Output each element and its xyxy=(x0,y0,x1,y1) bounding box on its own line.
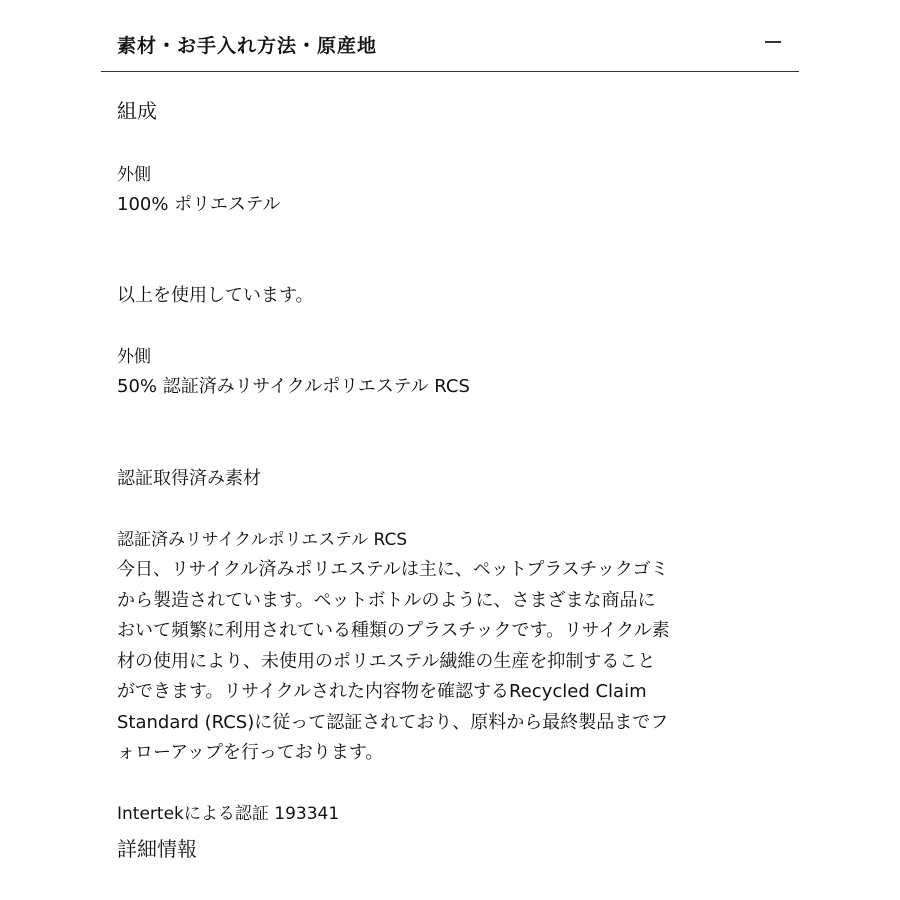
usage-outer-value: 50% 認証済みリサイクルポリエステル RCS xyxy=(117,376,470,397)
description-line: 今日、リサイクル済みポリエステルは主に、ペットプラスチックゴミ xyxy=(117,559,669,580)
outer-composition-value: 100% ポリエステル xyxy=(117,194,281,215)
description-line: おいて頻繁に利用されている種類のプラスチックです。リサイクル素 xyxy=(117,620,670,641)
certified-material-description xyxy=(117,555,757,769)
certification-number: Intertekによる認証 193341 xyxy=(117,804,340,824)
description-line: Standard (RCS)に従って認証されており、原料から最終製品までフ xyxy=(117,711,669,733)
usage-outer-label: 外側 xyxy=(117,347,151,367)
certified-material-name: 認証済みリサイクルポリエステル RCS xyxy=(117,530,408,550)
certified-materials-heading: 認証取得済み素材 xyxy=(117,468,261,489)
details-link[interactable]: 詳細情報 xyxy=(117,837,197,861)
usage-intro: 以上を使用しています。 xyxy=(117,285,314,306)
accordion-header[interactable] xyxy=(101,20,799,72)
outer-label: 外側 xyxy=(117,165,151,185)
description-line: から製造されています。ペットボトルのように、さまざまな商品に xyxy=(117,589,656,611)
accordion-title: 素材・お手入れ方法・原産地 xyxy=(117,35,378,57)
description-line: 材の使用により、未使用のポリエステル繊維の生産を抑制すること xyxy=(117,650,656,672)
description-line: ができます。リサイクルされた内容物を確認するRecycled Claim xyxy=(117,681,647,702)
minus-icon[interactable] xyxy=(765,41,781,43)
description-line: ォローアップを行っております。 xyxy=(117,742,384,763)
composition-heading: 組成 xyxy=(117,99,157,123)
